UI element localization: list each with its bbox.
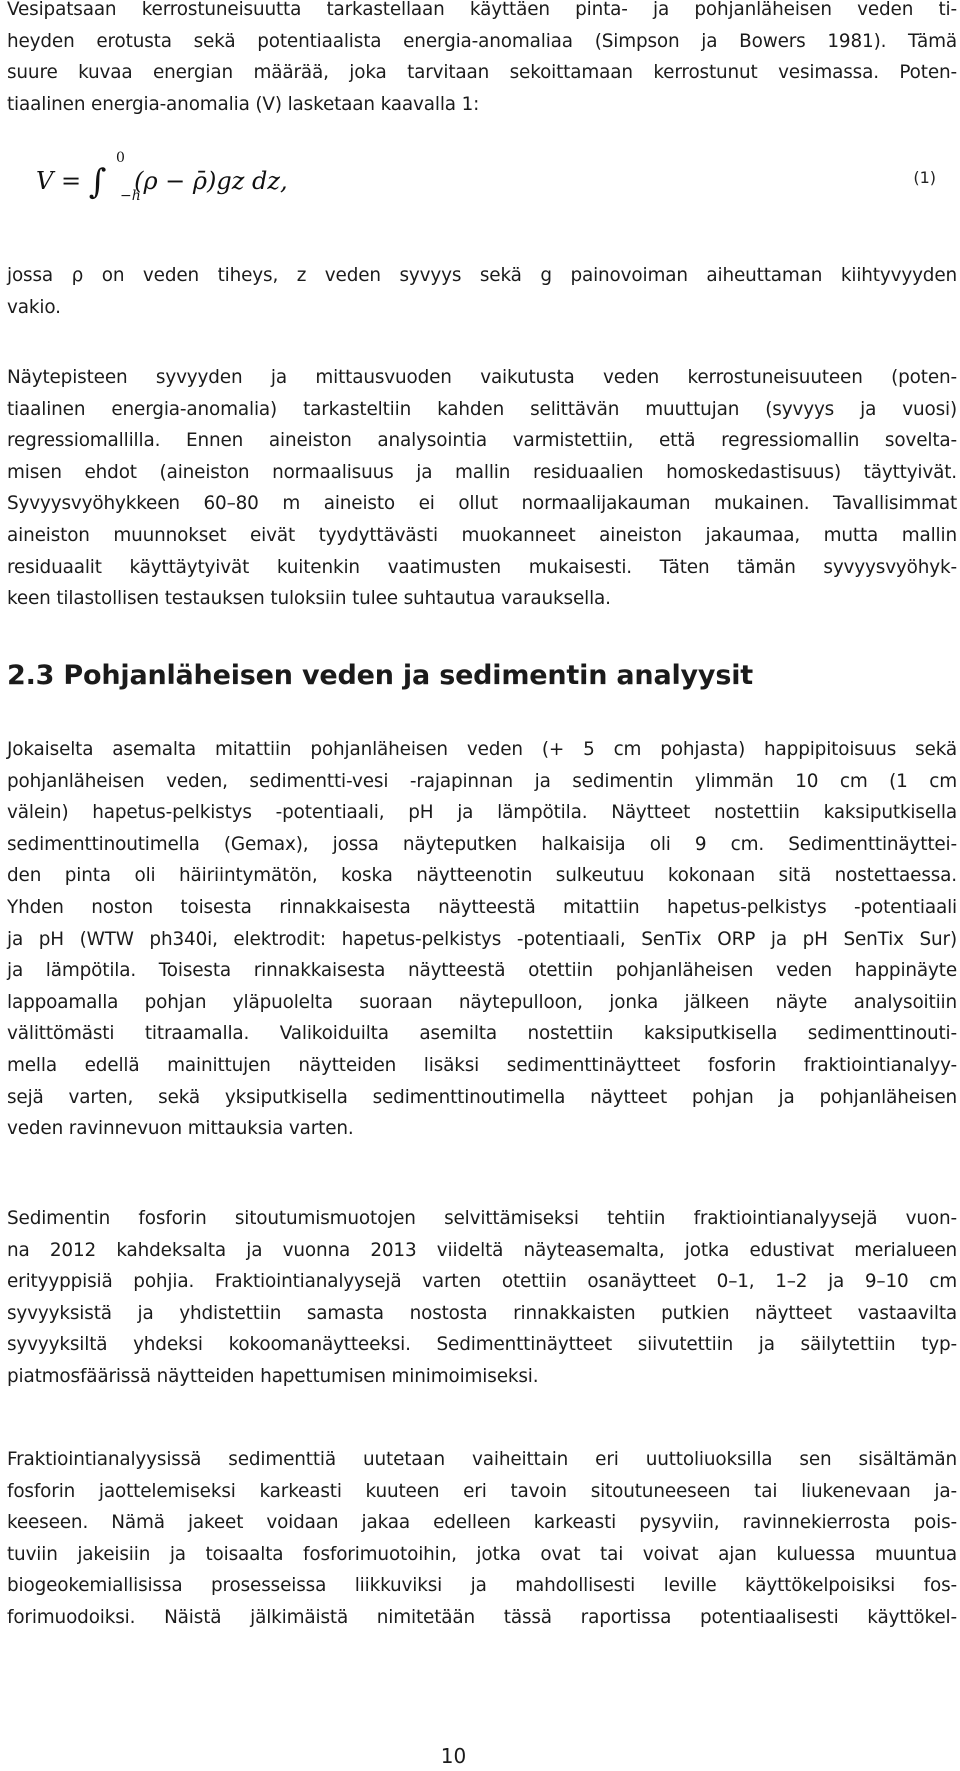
- text-line: tiaalinen energia-anomalia) tarkasteltiin kahden selittävän muuttujan (syvyys ja vuosi): [7, 398, 957, 420]
- text-line: suure kuvaa energian määrää, joka tarvitaan sekoittamaan kerrostunut vesimassa. Poten-: [7, 62, 957, 84]
- integral-upper-limit: 0: [116, 150, 125, 166]
- text-line: fosforin jaottelemiseksi karkeasti kuuteen eri tavoin sitoutuneeseen tai liukenevaan ja-: [7, 1480, 957, 1502]
- equation-formula: [36, 150, 288, 204]
- text-line: mella edellä mainittujen näytteiden lisäksi sedimenttinäytteet fosforin fraktiointianalyy-: [7, 1054, 957, 1076]
- text-line: aineiston muunnokset eivät tyydyttävästi muokanneet aineiston jakaumaa, mutta mallin: [7, 524, 957, 546]
- text-line: Sedimentin fosforin sitoutumismuotojen selvittämiseksi tehtiin fraktiointianalyysejä vuon-: [7, 1208, 957, 1229]
- text-line: ja pH (WTW ph340i, elektrodit: hapetus-pelkistys -potentiaali, SenTix ORP ja pH SenTix Sur): [7, 928, 957, 950]
- text-line: erityyppisiä pohjia. Fraktiointianalyysejä varten otettiin osanäytteet 0–1, 1–2 ja 9–10 cm: [7, 1271, 957, 1293]
- text-line: vakio.: [7, 296, 61, 318]
- equation-number: (1): [913, 168, 936, 187]
- paragraph-variable-definitions: [7, 260, 957, 323]
- text-line: Näytepisteen syvyyden ja mittausvuoden vaikutusta veden kerrostuneisuuteen (poten-: [7, 367, 957, 388]
- text-line: residuaalit käyttäytyivät kuitenkin vaatimusten mukaisesti. Täten tämän syvyysvyöhyk-: [7, 556, 957, 578]
- paragraph-fractionation-sampling: [7, 1203, 957, 1393]
- text-line: misen ehdot (aineiston normaalisuus ja mallin residuaalien homoskedastisuus) täyttyivät.: [7, 461, 957, 483]
- text-line: syvyyksiltä yhdeksi kokoomanäytteeksi. Sedimenttinäytteet siivutettiin ja säilytettiin typ-: [7, 1334, 957, 1356]
- paragraph-regression-model: [7, 362, 957, 615]
- text-line: na 2012 kahdeksalta ja vuonna 2013 viideltä näyteasemalta, jotka edustivat merialueen: [7, 1239, 957, 1261]
- text-line: lappoamalla pohjan yläpuolelta suoraan näytepulloon, jonka jälkeen näyte analysoitiin: [7, 991, 957, 1013]
- text-line: den pinta oli häiriintymätön, koska näytteenotin sulkeutuu kokonaan sitä nostettaessa.: [7, 865, 957, 887]
- text-line: Fraktiointianalyysissä sedimenttiä uutetaan vaiheittain eri uuttoliuoksilla sen sisältämän: [7, 1449, 957, 1470]
- equation-body: (ρ − ρ̄)gz dz,: [134, 167, 288, 195]
- text-line: syvyyksistä ja yhdistettiin samasta nostosta rinnakkaisten putkien näytteet vastaavilta: [7, 1302, 957, 1324]
- text-line: forimuodoiksi. Näistä jälkimäistä nimitetään tässä raportissa potentiaalisesti käyttökel-: [7, 1606, 957, 1628]
- text-line: biogeokemiallisissa prosesseissa liikkuviksi ja mahdollisesti leville käyttökelpoisiksi fos-: [7, 1575, 957, 1597]
- text-line: veden ravinnevuon mittauksia varten.: [7, 1118, 354, 1140]
- text-line: tiaalinen energia-anomalia (V) lasketaan kaavalla 1:: [7, 93, 480, 115]
- text-line: jossa ρ on veden tiheys, z veden syvyys sekä g painovoiman aiheuttaman kiihtyvyyden: [7, 265, 957, 286]
- text-line: Syvyysvyöhykkeen 60–80 m aineisto ei ollut normaalijakauman mukainen. Tavallisimmat: [7, 493, 957, 515]
- paragraph-stratification-intro: [7, 0, 957, 120]
- text-line: tuviin jakeisiin ja toisaalta fosforimuotoihin, jotka ovat tai voivat ajan kuluessa muuntua: [7, 1543, 957, 1565]
- equation-lhs: V =: [36, 167, 82, 195]
- text-line: välittömästi titraamalla. Valikoiduilta asemilta nostettiin kaksiputkisella sedimenttinouti-: [7, 1023, 957, 1045]
- integral-lower-limit: −h: [120, 188, 141, 204]
- equation-potential-energy-anomaly: [36, 150, 936, 218]
- text-line: pohjanläheisen veden, sedimentti-vesi -rajapinnan ja sedimentin ylimmän 10 cm (1 cm: [7, 770, 957, 792]
- page-number: 10: [440, 1744, 467, 1768]
- text-line: Vesipatsaan kerrostuneisuutta tarkastellaan käyttäen pinta- ja pohjanläheisen veden ti-: [7, 0, 957, 20]
- text-line: sejä varten, sekä yksiputkisella sedimenttinoutimella näytteet pohjan ja pohjanläheisen: [7, 1086, 957, 1108]
- text-line: välein) hapetus-pelkistys -potentiaali, pH ja lämpötila. Näytteet nostettiin kaksiputkisella: [7, 802, 957, 824]
- text-line: piatmosfäärissä näytteiden hapettumisen minimoimiseksi.: [7, 1365, 539, 1387]
- text-line: keeseen. Nämä jakeet voidaan jakaa edelleen karkeasti pysyviin, ravinnekierrosta pois-: [7, 1512, 957, 1534]
- section-heading: 2.3 Pohjanläheisen veden ja sedimentin analyysit: [7, 660, 753, 691]
- paragraph-fractionation-analysis: [7, 1444, 957, 1634]
- paragraph-sampling-methods: [7, 734, 957, 1145]
- text-line: Yhden noston toisesta rinnakkaisesta näytteestä mitattiin hapetus-pelkistys -potentiaali: [7, 896, 957, 918]
- text-line: ja lämpötila. Toisesta rinnakkaisesta näytteestä otettiin pohjanläheisen veden happinäyte: [7, 960, 957, 982]
- text-line: Jokaiselta asemalta mitattiin pohjanläheisen veden (+ 5 cm pohjasta) happipitoisuus sekä: [7, 739, 957, 760]
- text-line: heyden erotusta sekä potentiaalista energia-anomaliaa (Simpson ja Bowers 1981). Tämä: [7, 30, 957, 52]
- text-line: sedimenttinoutimella (Gemax), jossa näyteputken halkaisija oli 9 cm. Sedimenttinäyttei-: [7, 833, 957, 855]
- text-line: keen tilastollisen testauksen tuloksiin tulee suhtautua varauksella.: [7, 588, 611, 610]
- text-line: regressiomallilla. Ennen aineiston analysointia varmistettiin, että regressiomallin sovelta-: [7, 430, 957, 452]
- integral-sign: ∫: [88, 162, 107, 202]
